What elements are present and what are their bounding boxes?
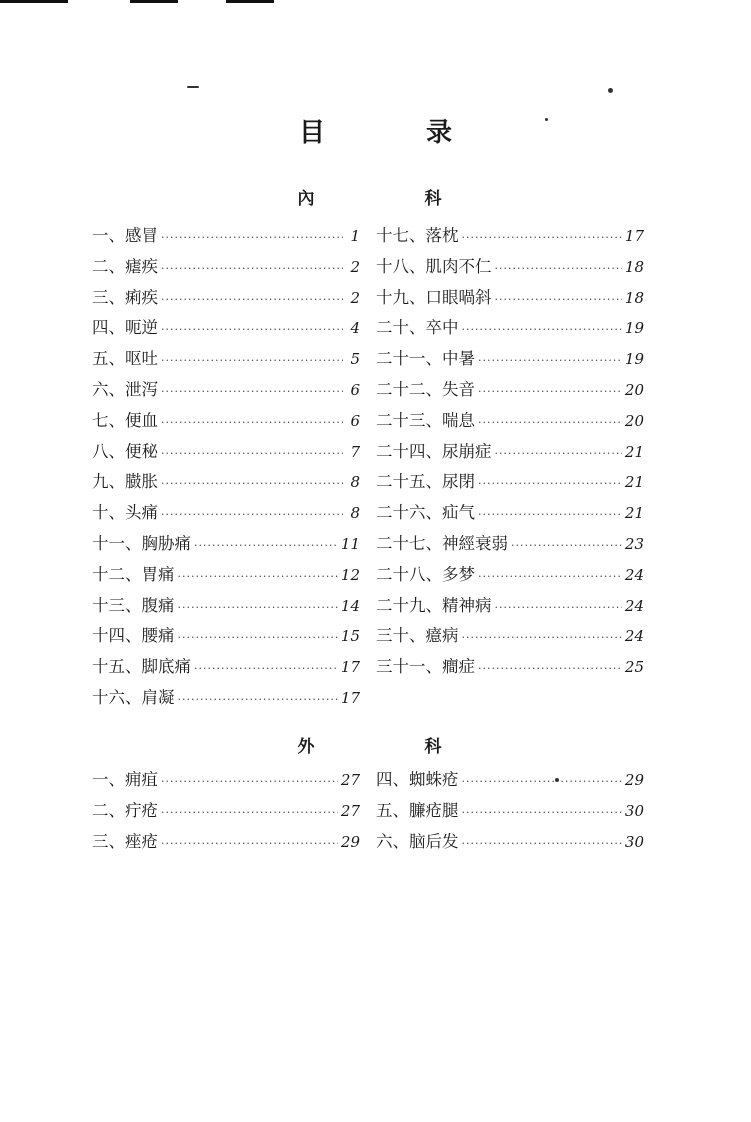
toc-entry[interactable] [376,407,644,438]
dot-leader [495,262,622,275]
entry-page: 23 [624,534,644,553]
dot-leader [462,631,622,644]
top-rule-middle [130,0,178,3]
entry-page: 21 [624,473,644,492]
dot-leader [161,837,338,850]
dot-leader [478,570,622,583]
entry-page: 29 [624,771,644,789]
toc-entry[interactable] [376,653,644,684]
dot-leader [161,323,343,336]
dot-leader [161,231,343,244]
entry-page: 8 [350,504,360,523]
entry-label: 二十五、尿閉 [376,472,475,492]
toc-entry[interactable] [92,376,360,407]
toc-entry[interactable] [376,253,644,284]
entry-label: 十四、腰痛 [92,626,175,646]
toc-entry[interactable] [376,797,644,828]
dot-leader [161,447,343,460]
entry-label: 十一、胸胁痛 [92,533,191,553]
entry-page: 14 [340,596,360,615]
dot-leader [161,806,338,819]
entry-label: 四、蜘蛛疮 [376,770,459,789]
entry-page: 24 [624,627,644,646]
toc-entry[interactable] [92,345,360,376]
entry-page: 29 [340,832,360,851]
entry-page: 21 [624,442,644,461]
dot-leader [178,601,338,614]
toc-surgery [92,766,644,858]
toc-entry[interactable] [92,684,360,715]
toc-entry[interactable] [376,314,644,345]
toc-entry[interactable] [92,653,360,684]
toc-internal-medicine [92,222,644,715]
dot-leader [462,231,622,244]
entry-page: 17 [624,227,644,245]
entry-page: 30 [624,832,644,851]
dot-leader [194,539,338,552]
dot-leader [194,662,338,675]
dot-leader [462,806,622,819]
toc-entry[interactable] [92,622,360,653]
dot-leader [478,385,622,398]
dot-leader [462,837,622,850]
dot-leader [495,293,622,306]
entry-page: 2 [350,257,360,276]
entry-page: 30 [624,801,644,820]
toc-entry[interactable] [92,797,360,828]
entry-label: 一、痈疽 [92,770,158,789]
entry-page: 21 [624,504,644,523]
toc-entry[interactable] [376,766,644,797]
entry-label: 六、泄泻 [92,379,158,399]
entry-page: 27 [340,801,360,820]
entry-page: 1 [350,227,360,245]
dot-leader [478,662,622,675]
entry-page: 2 [350,288,360,307]
toc-entry[interactable] [376,499,644,530]
entry-label: 二、瘧疾 [92,256,158,276]
dot-leader [161,775,338,788]
entry-label: 二十四、尿崩症 [376,441,492,461]
entry-label: 二十三、喘息 [376,410,475,430]
section-heading-surgery: 外 科 [297,737,494,757]
entry-label: 十、头痛 [92,503,158,523]
dot-leader [161,477,343,490]
toc-column-left [92,222,360,715]
dot-leader [495,447,622,460]
entry-label: 十七、落枕 [376,226,459,245]
toc-entry[interactable] [92,438,360,469]
top-rule-left [0,0,68,3]
dot-leader [161,508,343,521]
toc-entry[interactable] [92,499,360,530]
page-title: 目 录 [298,118,499,148]
toc-entry[interactable] [376,828,644,859]
entry-page: 4 [350,319,360,338]
toc-entry[interactable] [92,592,360,623]
toc-entry[interactable] [376,592,644,623]
entry-label: 五、臁疮腿 [376,800,459,820]
entry-page: 12 [340,565,360,584]
entry-label: 三、痢疾 [92,287,158,307]
entry-label: 十六、肩凝 [92,687,175,707]
entry-page: 24 [624,565,644,584]
toc-entry[interactable] [92,828,360,859]
entry-label: 二十七、神經衰弱 [376,533,508,553]
dot-leader [161,416,343,429]
entry-page: 11 [340,534,360,553]
entry-label: 九、臌胀 [92,472,158,492]
section-heading-internal: 內 科 [297,189,494,209]
entry-page: 20 [624,411,644,430]
entry-label: 四、呃逆 [92,318,158,338]
entry-label: 二十八、多梦 [376,564,475,584]
entry-page: 17 [340,688,360,707]
dot-leader [178,693,338,706]
toc-entry[interactable] [376,376,644,407]
entry-page: 6 [350,411,360,430]
entry-label: 三十一、癎症 [376,657,475,677]
toc-entry[interactable] [376,622,644,653]
toc-entry[interactable] [92,253,360,284]
entry-label: 二、疔疮 [92,800,158,820]
entry-label: 二十一、中暑 [376,349,475,369]
entry-page: 18 [624,257,644,276]
entry-label: 十九、口眼喎斜 [376,287,492,307]
entry-label: 二十六、疝气 [376,503,475,523]
entry-label: 二十九、精神病 [376,595,492,615]
dot-leader [161,354,343,367]
entry-label: 六、脑后发 [376,831,459,851]
toc-entry[interactable] [92,314,360,345]
dot-leader [161,262,343,275]
entry-label: 八、便秘 [92,441,158,461]
toc-entry[interactable] [92,530,360,561]
toc-column-right [376,766,644,858]
entry-label: 十二、胃痛 [92,564,175,584]
entry-label: 一、感冒 [92,226,158,245]
entry-label: 十五、脚底痛 [92,657,191,677]
entry-label: 二十二、失音 [376,379,475,399]
dot-leader [178,631,338,644]
entry-page: 17 [340,658,360,677]
entry-page: 24 [624,596,644,615]
entry-page: 18 [624,288,644,307]
entry-label: 七、便血 [92,410,158,430]
scan-speck [187,86,199,88]
toc-entry[interactable] [376,438,644,469]
dot-leader [478,477,622,490]
toc-entry[interactable] [92,407,360,438]
entry-page: 20 [624,380,644,399]
toc-entry[interactable] [92,284,360,315]
entry-page: 25 [624,658,644,677]
toc-entry[interactable] [376,561,644,592]
toc-entry[interactable] [376,284,644,315]
entry-page: 15 [340,627,360,646]
toc-entry[interactable] [92,468,360,499]
dot-leader [511,539,622,552]
toc-entry[interactable] [376,222,644,253]
entry-label: 十八、肌肉不仁 [376,256,492,276]
dot-leader [478,354,622,367]
dot-leader [478,416,622,429]
dot-leader [178,570,338,583]
dot-leader [161,293,343,306]
toc-entry[interactable] [376,345,644,376]
toc-entry[interactable] [92,561,360,592]
entry-label: 五、呕吐 [92,349,158,369]
top-rule-right [226,0,274,3]
entry-label: 十三、腹痛 [92,595,175,615]
entry-page: 27 [340,771,360,789]
entry-page: 19 [624,350,644,369]
entry-page: 19 [624,319,644,338]
dot-leader [495,601,622,614]
toc-entry[interactable] [376,530,644,561]
dot-leader [161,385,343,398]
entry-label: 三十、癔病 [376,626,459,646]
entry-label: 三、痤疮 [92,831,158,851]
entry-page: 5 [350,350,360,369]
entry-page: 6 [350,380,360,399]
entry-label: 二十、卒中 [376,318,459,338]
toc-entry[interactable] [376,468,644,499]
dot-leader [478,508,622,521]
dot-leader [462,323,622,336]
toc-column-left [92,766,360,858]
entry-page: 7 [350,442,360,461]
toc-entry[interactable] [92,222,360,253]
entry-page: 8 [350,473,360,492]
dot-leader [462,775,622,788]
scan-speck [608,88,613,93]
toc-entry[interactable] [92,766,360,797]
toc-column-right [376,222,644,715]
